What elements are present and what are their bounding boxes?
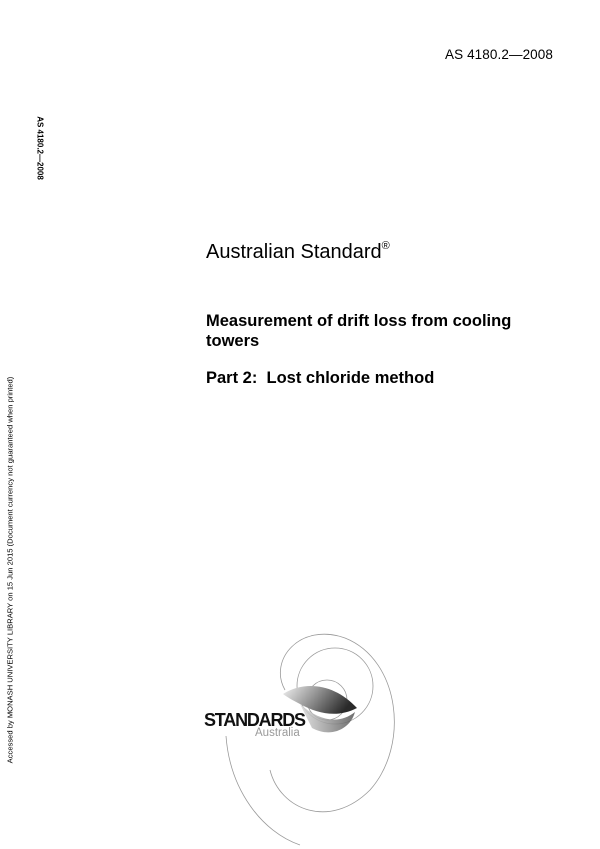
part-title: Part 2: Lost chloride method xyxy=(206,369,435,387)
logo-wordmark: STANDARDS xyxy=(204,710,305,730)
standard-type-label: Australian Standard xyxy=(206,241,382,263)
registered-mark: ® xyxy=(381,240,390,252)
document-number: AS 4180.2—2008 xyxy=(445,47,553,62)
spine-document-number: AS 4180.2—2008 xyxy=(35,116,45,180)
logo-subtext: Australia xyxy=(255,727,300,739)
access-note: Accessed by MONASH UNIVERSITY LIBRARY on 15 Jun 2015 (Document currency not guaranteed when printed) xyxy=(5,376,15,764)
document-title: Measurement of drift loss from cooling towers xyxy=(206,312,512,350)
